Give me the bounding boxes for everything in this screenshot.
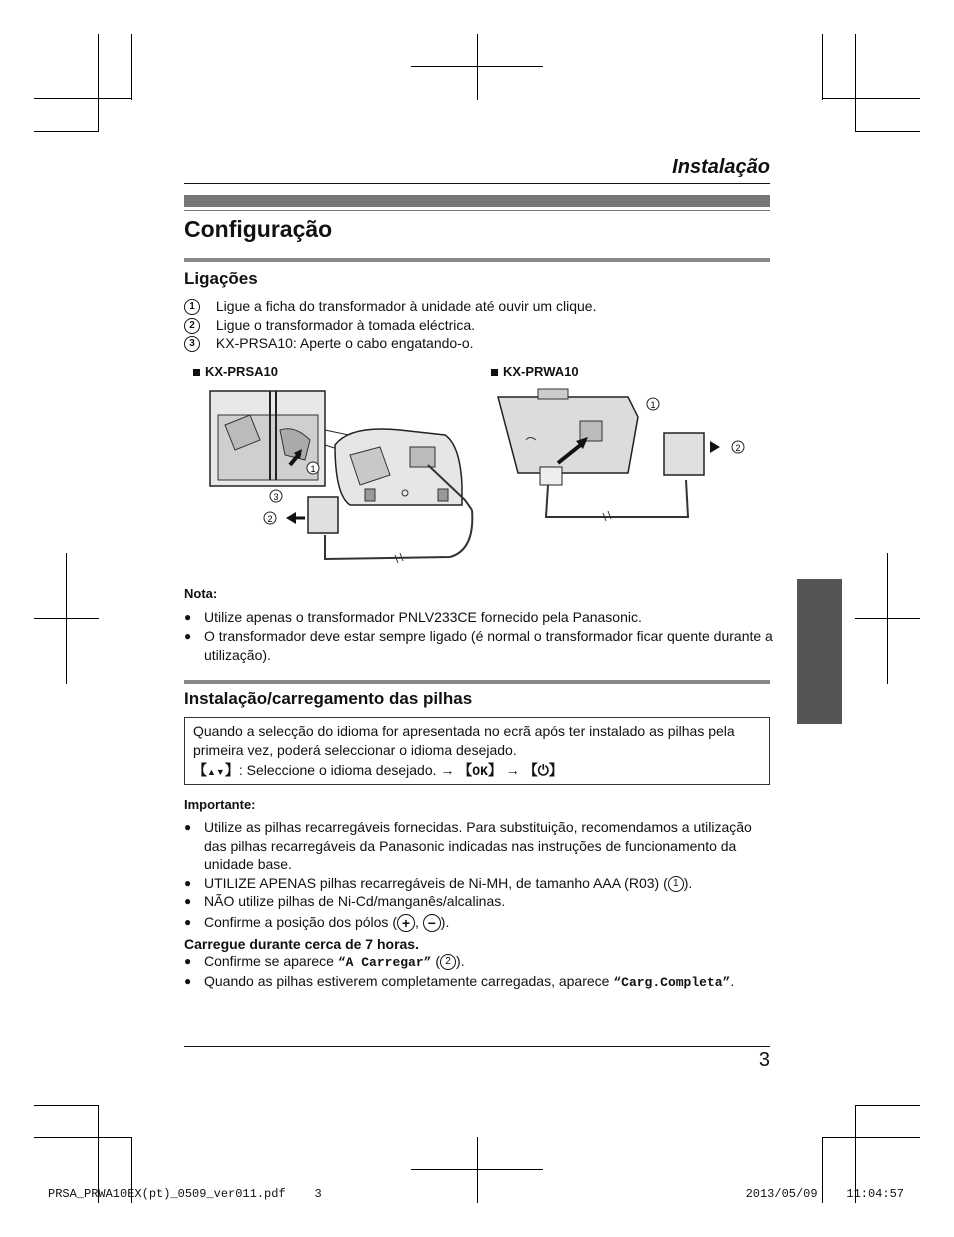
nota-item: ● Utilize apenas o transformador PNLV233CE fornecido pela Panasonic. — [184, 609, 642, 625]
illustration-kx-prwa10 — [488, 385, 758, 525]
step-1: 1 Ligue a ficha do transformador à unidade até ouvir um clique. — [184, 297, 596, 315]
illustration-kx-prsa10 — [200, 385, 490, 570]
important-item: ● UTILIZE APENAS pilhas recarregáveis de Ni-MH, de tamanho AAA (R03) ( 1 ). — [184, 875, 693, 891]
nota-label: Nota: — [184, 586, 218, 601]
figure-label-left: KX-PRSA10 — [193, 363, 278, 381]
info-line-3: 【▲▼】: Seleccione o idioma desejado. → 【OK】 → 【⏻】 — [193, 762, 563, 779]
minus-icon: − — [423, 914, 441, 932]
important-item: ● Utilize as pilhas recarregáveis fornecidas. Para substituição, recomendamos a utilização das pilhas recarregáveis da Panasonic indicadas nas instruções de funcionamento da unidade base. — [184, 819, 752, 872]
page-number: 3 — [758, 1049, 770, 1071]
arrow-icon: → — [440, 762, 455, 778]
charge-item: ● Quando as pilhas estiverem completamente carregadas, aparece “Carg.Completa”. — [184, 973, 735, 990]
page-title: Configuração — [184, 216, 333, 242]
svg-text:1: 1 — [310, 464, 316, 474]
up-down-icon: ▲▼ — [207, 767, 225, 777]
svg-text:1: 1 — [650, 400, 656, 410]
footer-rule — [184, 1046, 770, 1047]
batteries-rule — [184, 680, 770, 684]
batteries-heading: Instalação/carregamento das pilhas — [184, 689, 473, 708]
step-2: 2 Ligue o transformador à tomada eléctrica. — [184, 316, 475, 334]
important-item: ● NÃO utilize pilhas de Ni-Cd/manganês/alcalinas. — [184, 893, 506, 909]
header-rule — [184, 183, 770, 184]
svg-text:2: 2 — [735, 443, 741, 453]
plus-icon: + — [397, 914, 415, 932]
important-item: ● Confirme a posição dos pólos ( + , − ). — [184, 914, 450, 932]
charge-label: Carregue durante cerca de 7 horas. — [184, 936, 419, 952]
important-label: Importante: — [184, 797, 256, 812]
svg-text:2: 2 — [267, 514, 273, 524]
nota-item: ● O transformador deve estar sempre ligado (é normal o transformador ficar quente durante a utilização). — [184, 628, 773, 663]
header-section: Instalação — [672, 156, 770, 178]
info-line-2: primeira vez, poderá seleccionar o idioma desejado. — [193, 742, 517, 758]
info-line-1: Quando a selecção do idioma for apresentada no ecrã após ter instalado as pilhas pela — [193, 723, 735, 739]
title-bar — [184, 195, 770, 207]
arrow-icon: → — [505, 762, 520, 778]
footer-date: 2013/05/09 11:04:57 — [745, 1187, 904, 1201]
figure-label-right: KX-PRWA10 — [491, 363, 579, 381]
connections-rule — [184, 258, 770, 262]
connections-heading: Ligações — [184, 269, 258, 288]
footer-file: PRSA_PRWA10EX(pt)_0509_ver011.pdf 3 — [48, 1187, 322, 1201]
language-info-box — [184, 717, 770, 785]
charge-item: ● Confirme se aparece “A Carregar” ( 2 ). — [184, 953, 465, 970]
title-thin-rule — [184, 210, 770, 211]
svg-text:3: 3 — [273, 492, 279, 502]
off-power-icon: ⏻ — [537, 762, 549, 778]
side-tab — [797, 579, 842, 724]
step-3: 3 KX-PRSA10: Aperte o cabo engatando-o. — [184, 334, 474, 352]
